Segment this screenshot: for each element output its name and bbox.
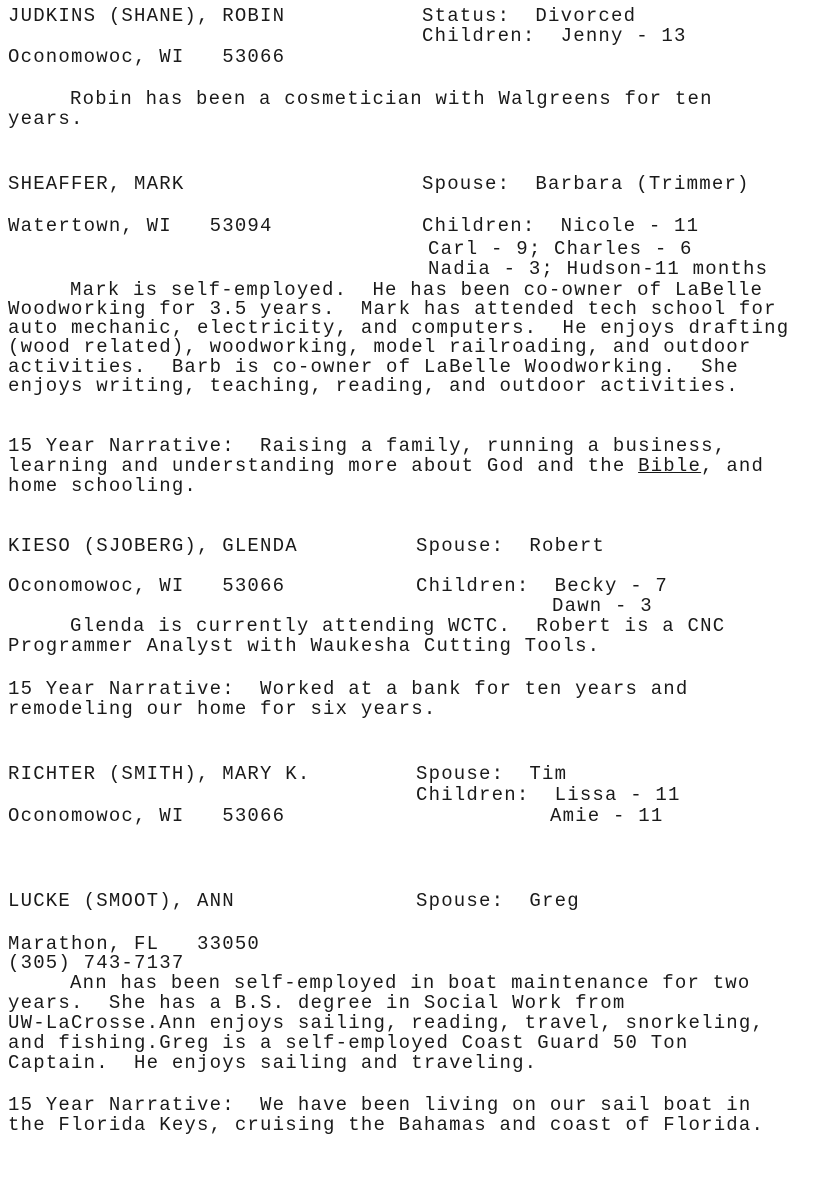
spouse: Spouse: Greg <box>416 890 580 912</box>
bio-line: UW-LaCrosse.Ann enjoys sailing, reading, travel, snorkeling, <box>8 1012 765 1034</box>
bio-line: Mark is self-employed. He has been co-owner of LaBelle <box>70 279 764 301</box>
entry-city: Oconomowoc, WI 53066 <box>8 46 286 68</box>
entry-name: SHEAFFER, MARK <box>8 173 185 195</box>
bio-line: Glenda is currently attending WCTC. Robert is a CNC <box>70 615 726 637</box>
children-cont: Amie - 11 <box>550 805 664 827</box>
narrative-line: home schooling. <box>8 475 198 497</box>
spouse: Spouse: Tim <box>416 763 568 785</box>
entry-city: Watertown, WI 53094 <box>8 215 273 237</box>
bio-line: years. <box>8 108 84 130</box>
bio-line: Programmer Analyst with Waukesha Cutting Tools. <box>8 635 601 657</box>
children: Children: Becky - 7 <box>416 575 669 597</box>
children-cont: Carl - 9; Charles - 6 <box>428 238 693 260</box>
children-cont: Nadia - 3; Hudson-11 months <box>428 258 769 280</box>
entry-phone: (305) 743-7137 <box>8 952 185 974</box>
children: Children: Nicole - 11 <box>422 215 700 237</box>
narrative-line: 15 Year Narrative: Raising a family, running a business, <box>8 435 727 457</box>
bio-line: activities. Barb is co-owner of LaBelle Woodworking. She <box>8 356 739 378</box>
status: Status: Divorced <box>422 5 637 27</box>
bio-line: years. She has a B.S. degree in Social Work from <box>8 992 626 1014</box>
bio-line: (wood related), woodworking, model railroading, and outdoor <box>8 336 752 358</box>
children-cont: Dawn - 3 <box>552 595 653 617</box>
spouse: Spouse: Robert <box>416 535 606 557</box>
narrative-line: remodeling our home for six years. <box>8 698 437 720</box>
bio-line: enjoys writing, teaching, reading, and outdoor activities. <box>8 375 739 397</box>
narrative-line: 15 Year Narrative: We have been living on our sail boat in <box>8 1094 752 1116</box>
entry-city: Oconomowoc, WI 53066 <box>8 805 286 827</box>
entry-name: KIESO (SJOBERG), GLENDA <box>8 535 298 557</box>
spouse: Spouse: Barbara (Trimmer) <box>422 173 750 195</box>
entry-name: JUDKINS (SHANE), ROBIN <box>8 5 286 27</box>
entry-city: Oconomowoc, WI 53066 <box>8 575 286 597</box>
narrative-line <box>8 456 764 476</box>
narrative-text: , and <box>701 455 765 477</box>
entry-name: LUCKE (SMOOT), ANN <box>8 890 235 912</box>
entry-city: Marathon, FL 33050 <box>8 933 261 955</box>
underlined-word: Bible <box>638 455 702 477</box>
narrative-line: 15 Year Narrative: Worked at a bank for ten years and <box>8 678 689 700</box>
children: Children: Lissa - 11 <box>416 784 681 806</box>
bio-line: Woodworking for 3.5 years. Mark has attended tech school for <box>8 298 777 320</box>
bio-line: and fishing.Greg is a self-employed Coast Guard 50 Ton <box>8 1032 689 1054</box>
children: Children: Jenny - 13 <box>422 25 687 47</box>
bio-line: Robin has been a cosmetician with Walgreens for ten <box>70 88 713 110</box>
bio-line: Ann has been self-employed in boat maintenance for two <box>70 972 751 994</box>
entry-name: RICHTER (SMITH), MARY K. <box>8 763 311 785</box>
bio-line: auto mechanic, electricity, and computers. He enjoys drafting <box>8 317 790 339</box>
narrative-line: the Florida Keys, cruising the Bahamas and coast of Florida. <box>8 1114 765 1136</box>
bio-line: Captain. He enjoys sailing and traveling. <box>8 1052 538 1074</box>
narrative-text: learning and understanding more about God and the <box>8 455 639 477</box>
